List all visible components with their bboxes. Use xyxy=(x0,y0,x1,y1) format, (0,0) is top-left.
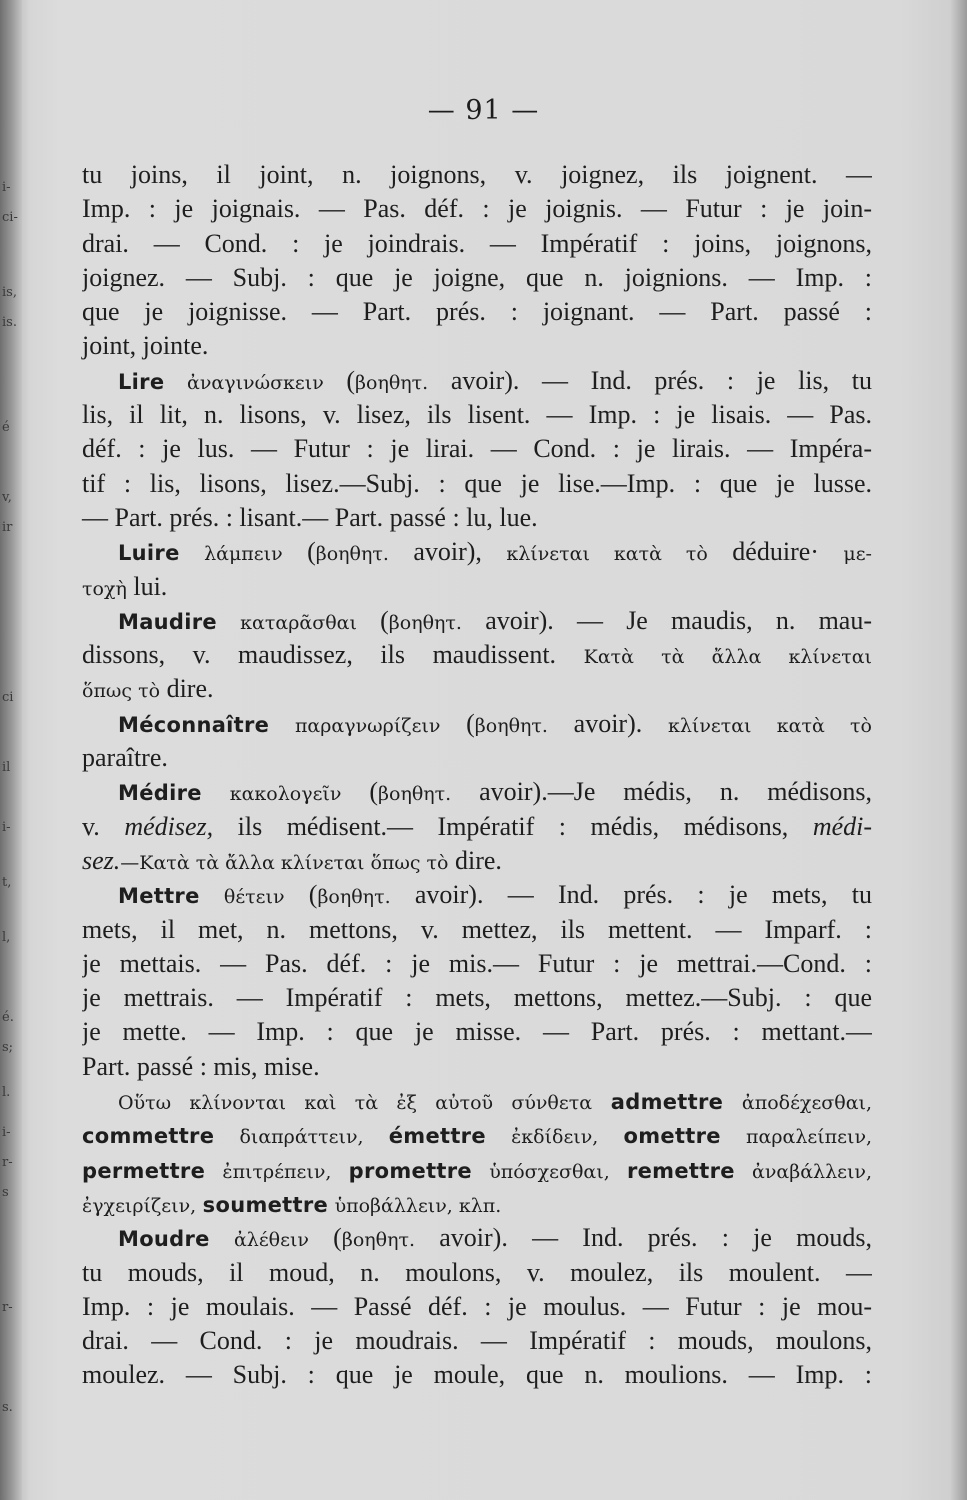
french-text xyxy=(331,1155,348,1184)
italic-text: médi- xyxy=(812,811,872,841)
french-text: dire. xyxy=(160,674,214,704)
text-line xyxy=(82,638,872,672)
headword: remettre xyxy=(626,1158,735,1183)
headword: Luire xyxy=(118,541,180,566)
french-text: moulez. — Subj. : que je moule, que n. moulions. — Imp. : xyxy=(82,1360,872,1390)
french-text xyxy=(592,1086,611,1115)
margin-fragment: é xyxy=(2,420,10,435)
headword: Moudre xyxy=(118,1227,210,1252)
margin-fragment: l, xyxy=(2,930,11,945)
french-text: dire. xyxy=(448,845,502,875)
text-line xyxy=(82,878,872,912)
french-text xyxy=(200,880,224,909)
margin-fragment: t, xyxy=(2,875,12,890)
greek-text: ἀναβάλλειν, xyxy=(752,1160,872,1183)
headword: Méconnaître xyxy=(118,712,270,737)
french-text xyxy=(217,606,240,635)
french-text: déduire· xyxy=(707,537,844,567)
text-line xyxy=(82,535,872,569)
margin-fragment: s; xyxy=(2,1040,14,1055)
headword: Maudire xyxy=(118,609,217,634)
french-text: ( xyxy=(308,1223,342,1253)
french-text: tu mouds, il moud, n. moulons, v. moulez, ils moulent. — xyxy=(82,1257,872,1287)
greek-text: ὑποβάλλειν, κλπ. xyxy=(334,1194,502,1217)
text-line xyxy=(82,398,872,432)
greek-text: τοχὴ xyxy=(82,577,127,600)
greek-text: με- xyxy=(843,543,872,566)
french-text xyxy=(214,1120,239,1149)
headword: soumettre xyxy=(202,1192,329,1217)
text-line xyxy=(82,158,872,192)
french-text xyxy=(723,1086,742,1115)
french-text: drai. — Cond. : je joindrais. — Impératif : joins, joignons, xyxy=(82,228,872,258)
text-line xyxy=(82,295,872,329)
greek-text: βοηθητ. xyxy=(474,714,548,737)
french-text xyxy=(202,777,230,806)
text-line xyxy=(82,467,872,501)
greek-text: κακολογεῖν xyxy=(229,783,342,806)
headword: émettre xyxy=(388,1124,486,1149)
french-text: lui. xyxy=(126,571,168,601)
greek-text: —Κατὰ τὰ ἄλλα κλίνεται ὅπως τὸ xyxy=(120,851,449,874)
greek-text: κλίνεται κατὰ τὸ xyxy=(506,543,708,566)
french-text: ( xyxy=(323,365,356,395)
headword: admettre xyxy=(610,1090,724,1115)
margin-fragment: v, xyxy=(2,490,12,505)
headword: commettre xyxy=(82,1124,215,1149)
text-line xyxy=(82,1221,872,1255)
margin-fragment: é. xyxy=(2,1010,14,1025)
french-text: avoir). — Je maudis, n. mau- xyxy=(461,605,872,635)
greek-text: θέτειν xyxy=(223,886,285,909)
greek-text: καταρᾶσθαι xyxy=(240,611,357,634)
text-line xyxy=(82,981,872,1015)
text-line xyxy=(82,570,872,604)
french-text: dissons, v. maudissez, ils maudissent. xyxy=(82,640,584,670)
margin-fragment: r- xyxy=(2,1155,13,1170)
text-line xyxy=(82,1118,872,1152)
greek-text: παραγνωρίζειν xyxy=(294,714,441,737)
margin-fragment: i- xyxy=(2,180,11,195)
margin-fragment: l. xyxy=(2,1085,11,1100)
text-line xyxy=(82,844,872,878)
headword: permettre xyxy=(82,1158,206,1183)
text-line xyxy=(82,913,872,947)
greek-text: βοηθητ. xyxy=(317,886,391,909)
french-text: drai. — Cond. : je moudrais. — Impératif : mouds, moulons, xyxy=(82,1326,872,1356)
page-number: — 91 — xyxy=(427,95,540,126)
text-line xyxy=(82,741,872,775)
text-line xyxy=(82,672,872,706)
french-text: v. xyxy=(82,811,125,841)
text-line xyxy=(82,364,872,398)
french-text xyxy=(164,366,187,395)
margin-fragments xyxy=(0,0,22,1500)
french-text: avoir). — Ind. prés. : je mets, tu xyxy=(390,880,872,910)
greek-text: ἐγχειρίζειν, xyxy=(82,1194,197,1217)
french-text: Part. passé : mis, mise. xyxy=(82,1051,320,1081)
french-text xyxy=(269,709,295,738)
greek-text: ἀναγινώσκειν xyxy=(187,371,324,394)
italic-text: sez. xyxy=(82,845,121,875)
french-text: ( xyxy=(356,605,389,635)
text-line xyxy=(82,1256,872,1290)
text-line xyxy=(82,227,872,261)
margin-fragment: ci- xyxy=(2,210,18,225)
greek-text: βοηθητ. xyxy=(388,611,462,634)
french-text xyxy=(598,1120,623,1149)
french-text: joint, jointe. xyxy=(82,331,209,361)
headword: omettre xyxy=(623,1124,721,1149)
french-text: ( xyxy=(284,880,318,910)
french-text: ( xyxy=(282,537,316,567)
text-line xyxy=(82,1050,872,1084)
text-line xyxy=(82,501,872,535)
french-text: Imp. : je joignais. — Pas. déf. : je joignis. — Futur : je join- xyxy=(82,194,872,224)
headword: promettre xyxy=(348,1158,472,1183)
french-text: ils médisent.— Impératif : médis, médisons, xyxy=(213,811,813,841)
margin-fragment: il xyxy=(2,760,11,775)
french-text: je mettais. — Pas. déf. : je mis.— Futur : je mettrai.—Cond. : xyxy=(82,948,872,978)
text-line xyxy=(82,1084,872,1118)
margin-fragment: is, xyxy=(2,285,17,300)
french-text xyxy=(205,1155,222,1184)
french-text xyxy=(364,1120,389,1149)
french-text: avoir), xyxy=(388,537,507,567)
margin-fragment: is. xyxy=(2,315,17,330)
french-text: ( xyxy=(440,708,475,738)
margin-fragment: r- xyxy=(2,1300,13,1315)
french-text xyxy=(472,1155,489,1184)
french-text xyxy=(486,1120,511,1149)
greek-text: ἀλέθειν xyxy=(233,1229,309,1252)
greek-text: ἀποδέχεσθαι, xyxy=(741,1092,872,1115)
greek-text: ἐπιτρέπειν, xyxy=(222,1160,332,1183)
french-text: — Part. prés. : lisant.— Part. passé : lu, lue. xyxy=(82,502,538,532)
margin-fragment: i- xyxy=(2,820,11,835)
french-text: je mette. — Imp. : que je misse. — Part. prés. : mettant.— xyxy=(82,1017,872,1047)
dictionary-text xyxy=(82,158,872,1393)
greek-text: Οὕτω κλίνονται καὶ τὰ ἐξ αὐτοῦ σύνθετα xyxy=(118,1092,593,1115)
greek-text: ὑπόσχεσθαι, xyxy=(489,1160,610,1183)
greek-text: κλίνεται κατὰ τὸ xyxy=(667,714,872,737)
french-text: avoir). — Ind. prés. : je mouds, xyxy=(415,1223,872,1253)
italic-text: médisez, xyxy=(124,811,214,841)
french-text: lis, il lit, n. lisons, v. lisez, ils lisent. — Imp. : je lisais. — Pas. xyxy=(82,400,872,430)
french-text: tu joins, il joint, n. joignons, v. joignez, ils joignent. — xyxy=(82,160,872,189)
text-line xyxy=(82,192,872,226)
french-text: tif : lis, lisons, lisez.—Subj. : que je lise.—Imp. : que je lusse. xyxy=(82,468,872,498)
margin-fragment: i- xyxy=(2,1125,11,1140)
text-line xyxy=(82,1153,872,1187)
french-text: mets, il met, n. mettons, v. mettez, ils mettent. — Imparf. : xyxy=(82,914,872,944)
text-line xyxy=(82,947,872,981)
text-line xyxy=(82,707,872,741)
french-text xyxy=(610,1155,627,1184)
greek-text: Κατὰ τὰ ἄλλα κλίνεται xyxy=(583,646,872,669)
text-line xyxy=(82,329,872,363)
french-text: avoir). xyxy=(547,708,668,738)
headword: Lire xyxy=(118,369,165,394)
text-line xyxy=(82,1324,872,1358)
text-line xyxy=(82,1358,872,1392)
text-line xyxy=(82,810,872,844)
french-text: avoir).—Je médis, n. médisons, xyxy=(451,777,872,807)
french-text: avoir). — Ind. prés. : je lis, tu xyxy=(428,365,872,395)
french-text xyxy=(721,1120,746,1149)
greek-text: βοηθητ. xyxy=(315,543,389,566)
french-text: que je joignisse. — Part. prés. : joignant. — Part. passé : xyxy=(82,297,872,327)
greek-text: διαπράττειν, xyxy=(239,1126,364,1149)
french-text: paraître. xyxy=(82,743,168,773)
text-line xyxy=(82,1015,872,1049)
greek-text: ὅπως τὸ xyxy=(82,680,161,703)
french-text: déf. : je lus. — Futur : je lirai. — Cond. : je lirais. — Impéra- xyxy=(82,434,872,464)
text-line xyxy=(82,432,872,466)
margin-fragment: ir xyxy=(2,520,13,535)
text-line xyxy=(82,775,872,809)
french-text: Imp. : je moulais. — Passé déf. : je moulus. — Futur : je mou- xyxy=(82,1291,872,1321)
headword: Médire xyxy=(118,781,202,806)
greek-text: βοηθητ. xyxy=(341,1229,416,1252)
headword: Mettre xyxy=(118,884,200,909)
margin-fragment: ci xyxy=(2,690,14,705)
french-text xyxy=(210,1223,234,1252)
margin-fragment: s xyxy=(2,1185,9,1200)
text-line xyxy=(82,604,872,638)
greek-text: βοηθητ. xyxy=(378,783,452,806)
text-line xyxy=(82,261,872,295)
french-text: ( xyxy=(341,777,379,807)
french-text: joignez. — Subj. : que je joigne, que n. joignions. — Imp. : xyxy=(82,262,872,292)
margin-fragment: s. xyxy=(2,1400,13,1415)
french-text: je mettrais. — Impératif : mets, mettons, mettez.—Subj. : que xyxy=(82,983,872,1013)
text-line xyxy=(82,1290,872,1324)
greek-text: παραλείπειν, xyxy=(746,1126,872,1149)
greek-text: βοηθητ. xyxy=(355,371,429,394)
french-text xyxy=(180,537,204,566)
text-line xyxy=(82,1187,872,1221)
greek-text: ἐκδίδειν, xyxy=(511,1126,599,1149)
greek-text: λάμπειν xyxy=(204,543,283,566)
french-text xyxy=(735,1155,752,1184)
